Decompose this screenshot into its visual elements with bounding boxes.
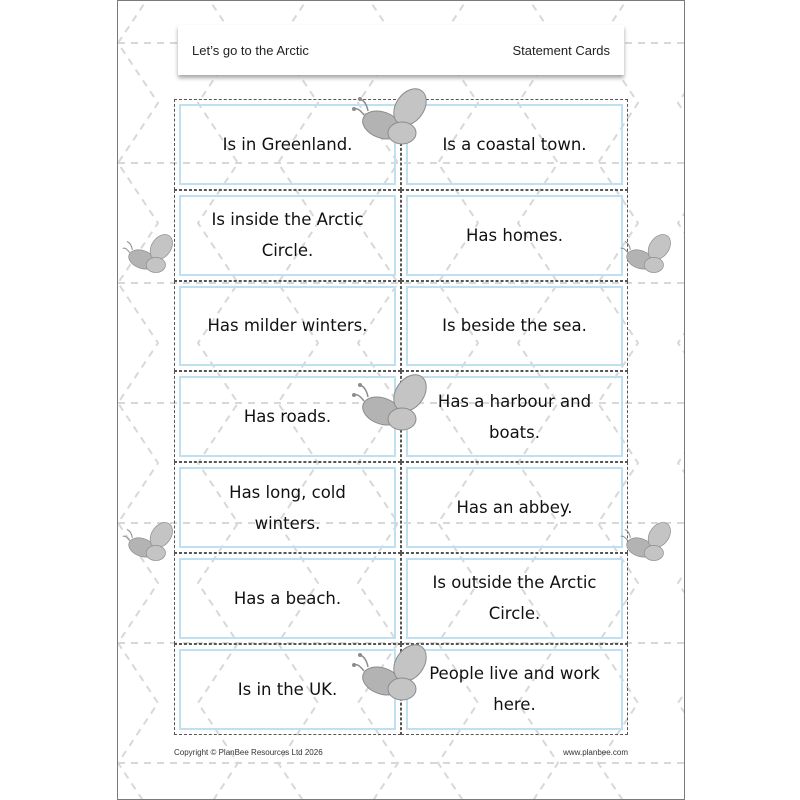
- bee-icon: [350, 373, 440, 439]
- bee-icon: [350, 87, 440, 153]
- card-text: Has homes.: [466, 225, 563, 245]
- statement-card[interactable]: [174, 462, 401, 553]
- statement-card[interactable]: [401, 190, 628, 281]
- bee-icon: [120, 521, 182, 567]
- statement-card[interactable]: [174, 190, 401, 281]
- card-text: Has roads.: [243, 407, 332, 427]
- website-link[interactable]: www.planbee.com: [563, 748, 628, 757]
- statement-card[interactable]: [401, 462, 628, 553]
- statement-card[interactable]: [401, 281, 628, 372]
- card-text: Has milder winters.: [207, 316, 368, 336]
- card-text: Is beside the sea.: [442, 316, 587, 336]
- card-text: Has an abbey.: [456, 498, 573, 518]
- bee-icon: [350, 643, 440, 709]
- card-text: Has a beach.: [233, 588, 342, 608]
- statement-card[interactable]: [174, 281, 401, 372]
- worksheet-header: [178, 25, 624, 75]
- bee-icon: [618, 233, 680, 279]
- worksheet-page: [117, 0, 685, 800]
- bee-icon: [618, 521, 680, 567]
- bee-icon: [120, 233, 182, 279]
- card-text: People live and work here.: [429, 664, 600, 715]
- statement-card[interactable]: [401, 553, 628, 644]
- worksheet-subtitle: Statement Cards: [512, 42, 610, 58]
- card-text: Has a harbour and boats.: [437, 391, 592, 442]
- worksheet-title: Let’s go to the Arctic: [192, 42, 309, 58]
- card-text: Is inside the Arctic Circle.: [211, 210, 364, 261]
- card-text: Is in Greenland.: [222, 134, 353, 154]
- statement-card[interactable]: [174, 553, 401, 644]
- card-text: Has long, cold winters.: [229, 482, 346, 533]
- card-text: Is outside the Arctic Circle.: [432, 573, 597, 624]
- card-text: Is in the UK.: [237, 679, 338, 699]
- copyright-text: Copyright © PlanBee Resources Ltd 2026: [174, 748, 323, 757]
- card-text: Is a coastal town.: [442, 134, 587, 154]
- worksheet-footer: [174, 748, 628, 757]
